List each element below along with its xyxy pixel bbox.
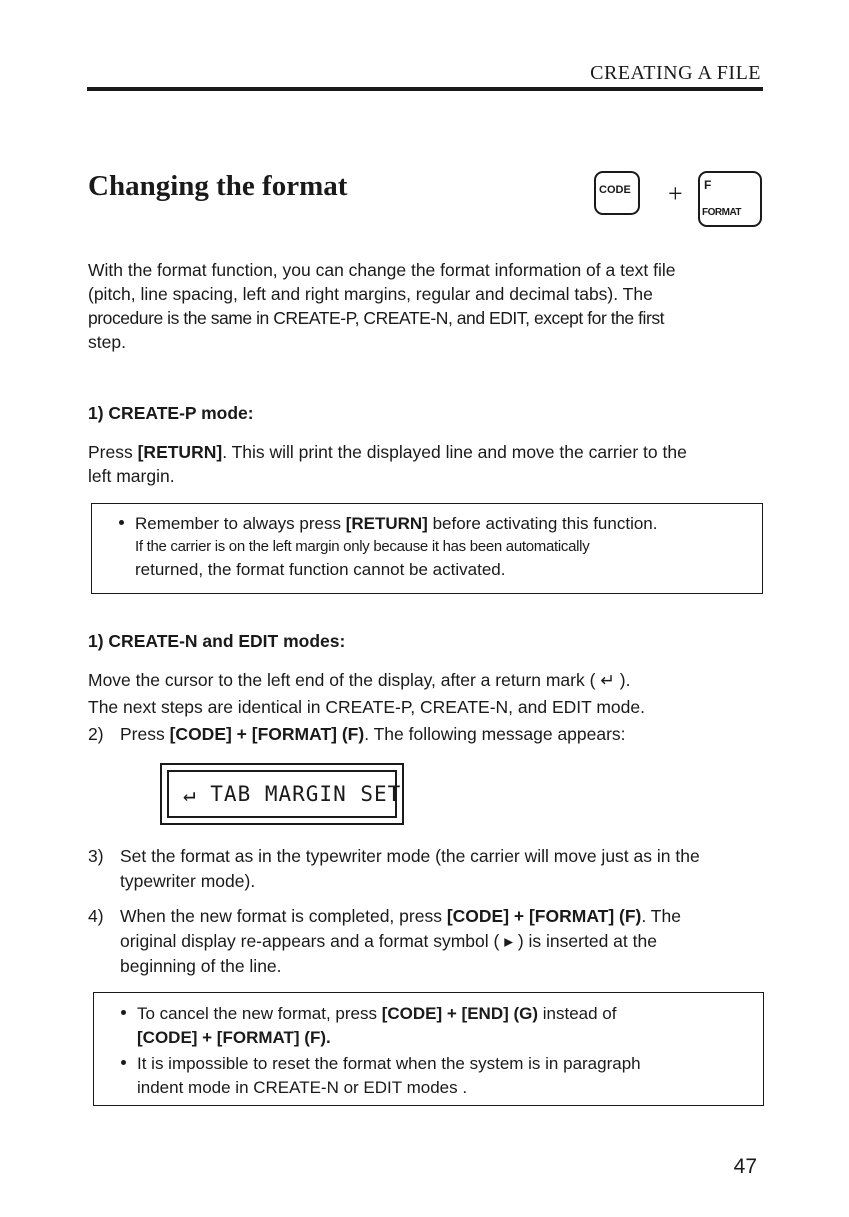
step-text: When the new format is completed, press [CODE] + [FORMAT] (F). The original display re-appears and a format symbol ( ▸ ) is inserted at the beginning of the line. xyxy=(120,906,681,976)
step-text: Press [CODE] + [FORMAT] (F). The following message appears: xyxy=(120,724,626,744)
note-line: [CODE] + [FORMAT] (F). xyxy=(137,1028,331,1047)
step-3 xyxy=(88,844,763,896)
code-key-icon xyxy=(594,171,640,215)
note-line: It is impossible to reset the format when the system is in paragraph xyxy=(137,1054,641,1073)
page-heading: Changing the format xyxy=(88,170,348,202)
note-line: returned, the format function cannot be activated. xyxy=(135,560,506,579)
intro-line: procedure is the same in CREATE-P, CREATE-N, and EDIT, except for the first xyxy=(88,308,665,328)
intro-line: step. xyxy=(88,332,126,352)
note-line: If the carrier is on the left margin only because it has been automatically xyxy=(135,538,590,555)
note-line: Remember to always press [RETURN] before activating this function. xyxy=(135,514,658,533)
lcd-display xyxy=(160,763,404,825)
create-n-heading: 1) CREATE-N and EDIT modes: xyxy=(88,631,346,651)
create-n-line: Move the cursor to the left end of the display, after a return mark ( ↵ ). xyxy=(88,670,631,690)
note-line: To cancel the new format, press [CODE] + [END] (G) instead of xyxy=(137,1004,617,1023)
note-line: indent mode in CREATE-N or EDIT modes . xyxy=(137,1078,468,1097)
page-number: 47 xyxy=(733,1155,757,1178)
step-2 xyxy=(88,724,763,748)
create-p-line: Press [RETURN]. This will print the displayed line and move the carrier to the xyxy=(88,442,687,462)
intro-line: With the format function, you can change the format information of a text file xyxy=(88,260,676,280)
header-title: CREATING A FILE xyxy=(590,62,761,84)
note-bullet-item xyxy=(94,1002,763,1050)
intro-paragraph xyxy=(88,258,763,354)
step-text: Set the format as in the typewriter mode (the carrier will move just as in the typewriter mode). xyxy=(120,846,700,891)
create-p-paragraph xyxy=(88,440,763,488)
create-p-line: left margin. xyxy=(88,466,175,486)
step-number: 2) xyxy=(88,724,104,744)
format-key-label: FORMAT xyxy=(702,207,742,218)
note-bullet-item xyxy=(94,1052,763,1100)
header-rule xyxy=(87,87,763,91)
lcd-message: ↵ TAB MARGIN SET xyxy=(183,782,402,806)
note-box xyxy=(91,503,763,594)
bullet-icon xyxy=(121,1010,126,1015)
plus-sign: + xyxy=(668,179,683,208)
step-number: 4) xyxy=(88,906,104,926)
code-key-label: CODE xyxy=(599,184,631,196)
note-box xyxy=(93,992,764,1106)
step-number: 3) xyxy=(88,846,104,866)
note-bullet-item xyxy=(92,512,762,581)
bullet-icon xyxy=(119,520,124,525)
format-key-icon xyxy=(698,171,762,227)
format-key-letter: F xyxy=(704,178,712,192)
bullet-icon xyxy=(121,1060,126,1065)
lcd-frame xyxy=(167,770,402,818)
intro-line: (pitch, line spacing, left and right margins, regular and decimal tabs). The xyxy=(88,284,653,304)
create-n-line: The next steps are identical in CREATE-P, CREATE-N, and EDIT mode. xyxy=(88,697,645,717)
create-p-heading: 1) CREATE-P mode: xyxy=(88,403,254,423)
step-4 xyxy=(88,904,763,982)
